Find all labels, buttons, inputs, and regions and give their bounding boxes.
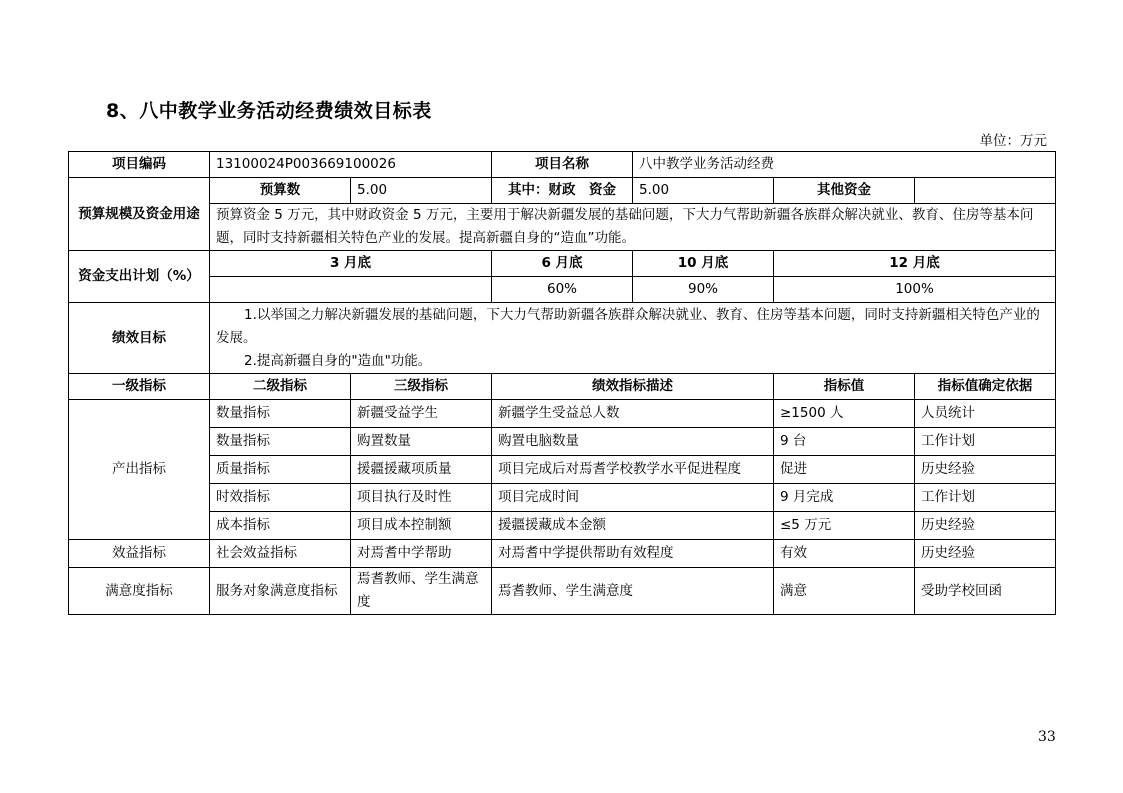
- value-cell: 有效: [774, 540, 915, 568]
- header-description: 绩效指标描述: [492, 374, 774, 400]
- project-code-label: 项目编码: [69, 152, 210, 178]
- project-name-label: 项目名称: [492, 152, 633, 178]
- project-code-value: 13100024P003669100026: [210, 152, 492, 178]
- level3-cell: 援疆援藏项质量: [351, 456, 492, 484]
- level3-cell: 购置数量: [351, 428, 492, 456]
- table-row: [69, 512, 1056, 540]
- description-cell: 援疆援藏成本金额: [492, 512, 774, 540]
- basis-cell: 人员统计: [915, 400, 1056, 428]
- budget-usage-row: [69, 204, 1056, 251]
- plan-header-june: 6 月底: [492, 251, 633, 277]
- finance-fund-label: 其中：财政 资金: [492, 178, 633, 204]
- table-row: [69, 428, 1056, 456]
- value-cell: 满意: [774, 568, 915, 615]
- value-cell: ≥1500 人: [774, 400, 915, 428]
- basis-cell: 历史经验: [915, 512, 1056, 540]
- basis-cell: 历史经验: [915, 540, 1056, 568]
- header-level2: 二级指标: [210, 374, 351, 400]
- level3-cell: 焉耆教师、学生满意度: [351, 568, 492, 615]
- plan-value-march: [210, 277, 492, 303]
- table-row: [69, 568, 1056, 615]
- level2-cell: 数量指标: [210, 400, 351, 428]
- description-cell: 焉耆教师、学生满意度: [492, 568, 774, 615]
- page-title: 8、八中教学业务活动经费绩效目标表: [106, 100, 432, 122]
- description-cell: 项目完成后对焉耆学校教学水平促进程度: [492, 456, 774, 484]
- table-row: [69, 484, 1056, 512]
- basis-cell: 工作计划: [915, 484, 1056, 512]
- basis-cell: 历史经验: [915, 456, 1056, 484]
- description-cell: 购置电脑数量: [492, 428, 774, 456]
- plan-value-june: 60%: [492, 277, 633, 303]
- level3-cell: 项目执行及时性: [351, 484, 492, 512]
- plan-header-october: 10 月底: [633, 251, 774, 277]
- goal-2: 2.提高新疆自身的"造血"功能。: [244, 352, 432, 369]
- level3-cell: 项目成本控制额: [351, 512, 492, 540]
- project-row: [69, 152, 1056, 178]
- level2-cell: 数量指标: [210, 428, 351, 456]
- unit-label: 单位：万元: [979, 133, 1047, 149]
- plan-value-row: [69, 277, 1056, 303]
- other-fund-label: 其他资金: [774, 178, 915, 204]
- plan-header-row: [69, 251, 1056, 277]
- basis-cell: 受助学校回函: [915, 568, 1056, 615]
- description-cell: 新疆学生受益总人数: [492, 400, 774, 428]
- table-row: [69, 456, 1056, 484]
- value-cell: 促进: [774, 456, 915, 484]
- budget-amount-label: 预算数: [210, 178, 351, 204]
- plan-header-march: 3 月底: [210, 251, 492, 277]
- plan-value-december: 100%: [774, 277, 1056, 303]
- level3-cell: 新疆受益学生: [351, 400, 492, 428]
- level2-cell: 时效指标: [210, 484, 351, 512]
- description-cell: 项目完成时间: [492, 484, 774, 512]
- level1-satisfaction: 满意度指标: [69, 568, 210, 615]
- description-cell: 对焉耆中学提供帮助有效程度: [492, 540, 774, 568]
- goals-text: [210, 303, 1056, 374]
- goals-section-label: 绩效目标: [69, 303, 210, 374]
- header-level3: 三级指标: [351, 374, 492, 400]
- value-cell: 9 月完成: [774, 484, 915, 512]
- budget-section-label: 预算规模及资金用途: [69, 178, 210, 251]
- page-number: 33: [1038, 729, 1056, 745]
- project-name-value: 八中教学业务活动经费: [633, 152, 1056, 178]
- indicator-header-row: [69, 374, 1056, 400]
- value-cell: 9 台: [774, 428, 915, 456]
- budget-amount-value: 5.00: [351, 178, 492, 204]
- value-cell: ≤5 万元: [774, 512, 915, 540]
- table-row: [69, 400, 1056, 428]
- header-level1: 一级指标: [69, 374, 210, 400]
- header-basis: 指标值确定依据: [915, 374, 1056, 400]
- level1-output: 产出指标: [69, 400, 210, 540]
- header-value: 指标值: [774, 374, 915, 400]
- plan-section-label: 资金支出计划（%）: [69, 251, 210, 303]
- level2-cell: 质量指标: [210, 456, 351, 484]
- performance-target-table: [68, 151, 1056, 615]
- other-fund-value: [915, 178, 1056, 204]
- goal-1: 1.以举国之力解决新疆发展的基础问题，下大力气帮助新疆各族群众解决就业、教育、住房等基本问题，同时支持新疆相关特色产业的发展。: [216, 306, 1040, 346]
- level2-cell: 服务对象满意度指标: [210, 568, 351, 615]
- plan-value-october: 90%: [633, 277, 774, 303]
- basis-cell: 工作计划: [915, 428, 1056, 456]
- finance-fund-value: 5.00: [633, 178, 774, 204]
- level2-cell: 社会效益指标: [210, 540, 351, 568]
- level3-cell: 对焉耆中学帮助: [351, 540, 492, 568]
- budget-row: [69, 178, 1056, 204]
- goals-row: [69, 303, 1056, 374]
- table-row: [69, 540, 1056, 568]
- budget-usage-text: 预算资金 5 万元，其中财政资金 5 万元，主要用于解决新疆发展的基础问题，下大力气帮助新疆各族群众解决就业、教育、住房等基本问题，同时支持新疆相关特色产业的发展。提高新疆自身的“造血”功能。: [210, 204, 1056, 251]
- level2-cell: 成本指标: [210, 512, 351, 540]
- level1-benefit: 效益指标: [69, 540, 210, 568]
- plan-header-december: 12 月底: [774, 251, 1056, 277]
